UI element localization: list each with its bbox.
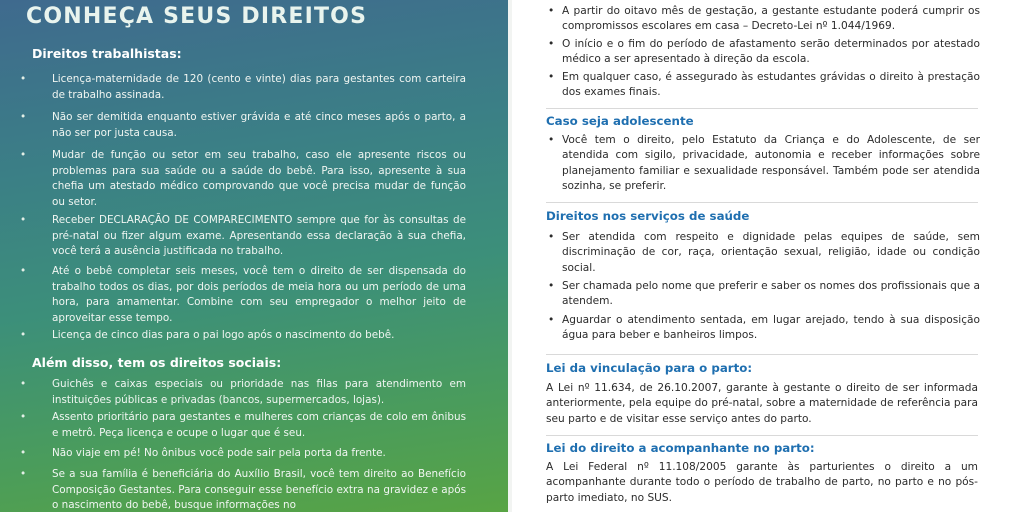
list-item: • Receber DECLARAÇÃO DE COMPARECIMENTO sempre que for às consultas de pré-natal ou fizer algum exame. Apresentando essa declaração à sua chefia, você terá a ausência justificada no trabalho. [20, 214, 466, 257]
list-item: • Assento prioritário para gestantes e mulheres com crianças de colo em ônibus e metrô. Peça licença e ocupe o lugar que é seu. [20, 411, 466, 439]
bullet-icon: • [548, 231, 555, 243]
bullet-icon: • [548, 5, 555, 17]
bullet-icon: • [20, 214, 27, 226]
law-paragraph: A Lei Federal nº 11.108/2005 garante às parturientes o direito a um acompanhante durante todo o período de trabalho de parto, no parto e no pós-parto imediato, no SUS. [546, 461, 978, 504]
bullet-icon: • [20, 149, 27, 161]
section-rule [546, 202, 978, 203]
section-heading-social-rights: Além disso, tem os direitos sociais: [32, 355, 282, 370]
section-heading-birth-link-law: Lei da vinculação para o parto: [546, 361, 753, 375]
list-item: • Mudar de função ou setor em seu trabalho, caso ele apresente riscos ou problemas para sua saúde ou a saúde do bebê. Para isso, apresente à sua chefia um atestado médico comprovando que você precisa mudar de função ou setor. [20, 149, 466, 208]
bullet-icon: • [548, 134, 555, 146]
bullet-icon: • [548, 314, 555, 326]
list-item: • Até o bebê completar seis meses, você tem o direito de ser dispensada do trabalho todos os dias, por dois períodos de meia hora ou um período de uma hora, para amamentar. Combine com seu empregador o melhor jeito de aproveitar esse tempo. [20, 265, 466, 324]
left-page-panel [0, 0, 508, 512]
bullet-icon: • [20, 265, 27, 277]
bullet-icon: • [548, 71, 555, 83]
bullet-icon: • [20, 73, 27, 85]
list-item: • A partir do oitavo mês de gestação, a gestante estudante poderá cumprir os compromissos escolares em casa – Decreto-Lei nº 1.044/1969. [548, 5, 980, 33]
section-heading-labor-rights: Direitos trabalhistas: [32, 46, 182, 61]
list-item: • Licença de cinco dias para o pai logo após o nascimento do bebê. [36, 328, 466, 344]
bullet-icon: • [548, 280, 555, 292]
list-item: • Aguardar o atendimento sentada, em lugar arejado, tendo à sua disposição água para beber e banheiros limpos. [548, 314, 980, 342]
law-paragraph: A Lei nº 11.634, de 26.10.2007, garante à gestante o direito de ser informada anteriormente, pela equipe do pré-natal, sobre a maternidade de referência para seu parto e de visitar esse serviço antes do parto. [546, 382, 978, 425]
list-item: • Em qualquer caso, é assegurado às estudantes grávidas o direito à prestação dos exames finais. [548, 71, 980, 99]
section-rule [546, 354, 978, 355]
list-item: • Ser atendida com respeito e dignidade pelas equipes de saúde, sem discriminação de cor, raça, orientação sexual, religião, idade ou condição social. [548, 231, 980, 274]
list-item: • O início e o fim do período de afastamento serão determinados por atestado médico a ser apresentado à direção da escola. [548, 38, 980, 66]
list-item: • Ser chamada pelo nome que preferir e saber os nomes dos profissionais que a atendem. [548, 280, 980, 308]
list-item: • Guichês e caixas especiais ou prioridade nas filas para atendimento em instituições públicas e privadas (bancos, supermercados, lojas). [20, 378, 466, 406]
list-item: • Não ser demitida enquanto estiver grávida e até cinco meses após o parto, a não ser por justa causa. [20, 111, 466, 139]
bullet-icon: • [20, 447, 27, 459]
section-rule [546, 435, 978, 436]
page-title: CONHEÇA SEUS DIREITOS [26, 4, 368, 29]
list-item: • Você tem o direito, pelo Estatuto da Criança e do Adolescente, de ser atendida com sigilo, privacidade, autonomia e receber informações sobre planejamento familiar e sexualidade responsável. Também pode ser atendida sozinha, se preferir. [548, 134, 980, 193]
list-item: • Se a sua família é beneficiária do Auxílio Brasil, você tem direito ao Benefício Composição Gestantes. Para conseguir esse benefício extra na gravidez e após o nascimento do bebê, busque informações no [20, 468, 466, 511]
right-page-panel [512, 0, 1024, 512]
bullet-icon: • [548, 38, 555, 50]
list-item: • Licença-maternidade de 120 (cento e vinte) dias para gestantes com carteira de trabalho assinada. [20, 73, 466, 101]
list-item: • Não viaje em pé! No ônibus você pode sair pela porta da frente. [36, 446, 466, 462]
bullet-icon: • [20, 411, 27, 423]
bullet-icon: • [20, 111, 27, 123]
bullet-icon: • [20, 468, 27, 480]
section-rule [546, 108, 978, 109]
section-heading-adolescent: Caso seja adolescente [546, 114, 694, 128]
bullet-icon: • [20, 329, 27, 341]
section-heading-health-services: Direitos nos serviços de saúde [546, 209, 750, 223]
bullet-icon: • [20, 378, 27, 390]
section-heading-companion-law: Lei do direito a acompanhante no parto: [546, 441, 815, 455]
